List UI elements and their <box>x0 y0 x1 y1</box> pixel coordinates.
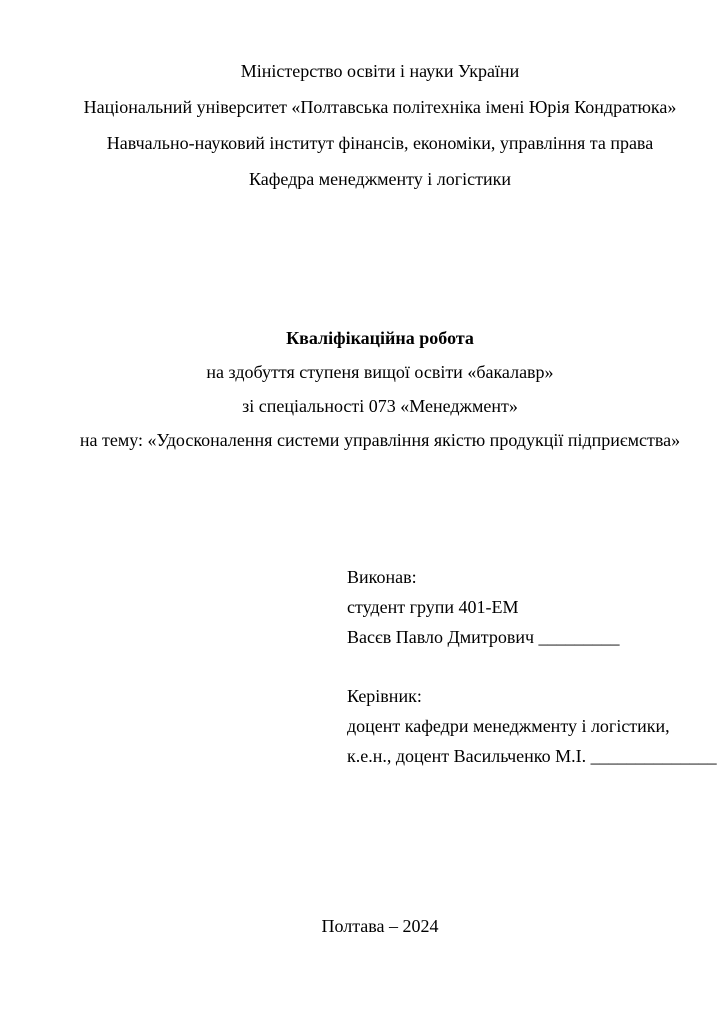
ministry-line: Міністерство освіти і науки України <box>240 61 520 81</box>
supervisor-block <box>347 681 717 771</box>
university-line: Національний університет «Полтавська політехніка імені Юрія Кондратюка» <box>83 97 677 117</box>
degree-line: на здобуття ступеня вищої освіти «бакалавр» <box>206 362 554 382</box>
city-year-line: Полтава – 2024 <box>321 916 439 936</box>
supervisor-name-signature-line: к.е.н., доцент Васильченко М.І. ______________ <box>347 746 717 766</box>
student-group-line: студент групи 401-ЕМ <box>347 597 519 617</box>
topic-line: на тему: «Удосконалення системи управління якістю продукції підприємства» <box>79 430 681 450</box>
work-title: Кваліфікаційна робота <box>286 328 474 348</box>
document-header <box>58 53 702 197</box>
department-line: Кафедра менеджменту і логістики <box>248 169 512 189</box>
institute-line: Навчально-науковий інститут фінансів, економіки, управління та права <box>106 133 654 153</box>
supervisor-position-line: доцент кафедри менеджменту і логістики, <box>347 716 670 736</box>
document-footer <box>58 911 702 941</box>
executor-block <box>347 562 620 652</box>
executor-label: Виконав: <box>347 567 417 587</box>
student-name-signature-line: Васєв Павло Дмитрович _________ <box>347 627 620 647</box>
specialty-line: зі спеціальності 073 «Менеджмент» <box>242 396 518 416</box>
supervisor-label: Керівник: <box>347 686 422 706</box>
work-title-block <box>58 321 702 457</box>
